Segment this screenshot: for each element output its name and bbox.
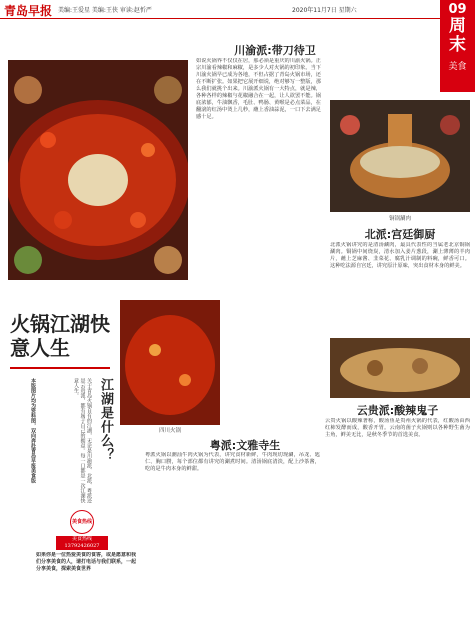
feature-vertical-title: 江湖是什么？ [98, 378, 113, 462]
section-title-north: 北派:宫廷御厨 [364, 228, 436, 241]
feature-rule [10, 367, 110, 369]
sichuan-hotpot-photo [120, 300, 220, 425]
newspaper-logo: 青岛早报 [4, 4, 53, 18]
hotline-stamp: 美食热线 [70, 510, 94, 534]
feature-footer: 如果你是一位热爱美食的食客，或是愿意和我们分享美食的人，请打电话与我们联系，一起分享美食，探索美食世界 [36, 552, 136, 572]
section-body-north: 北派火锅讲究的是清汤涮肉，最具代表性的当属老北京铜锅涮肉。铜锅中间烧炭，清水加入姜片葱段，涮上薄薄的羊肉片，蘸上芝麻酱、韭菜花、腐乳汁调制的料碗，鲜香可口。这种吃法源自宫廷，讲究原汁原味，突出食材本身的鲜美。 [330, 242, 470, 269]
feature-side-note: 本版图片均为资料图，双向奔赴青岛早报美食版 [30, 378, 36, 483]
section-title-canton: 粤派:文雅寺生 [209, 439, 281, 452]
feature-intro: 关于青岛火锅自有的江湖，无论是川渝派、北派、粤派还是云贵派，都有属于自己的拥趸。每一口都是一次江湖快意人生。 [73, 378, 92, 503]
section-body-canton: 粤派火锅以潮汕牛肉火锅为代表，讲究食材新鲜，牛肉现切现涮，吊龙、匙仁、胸口朥，每个部位都有讲究的涮煮时间。清汤锅底清淡，配上沙茶酱，吃的是牛肉本身的鲜甜。 [145, 452, 320, 472]
mushroom-pot-photo [330, 338, 470, 398]
page-number: 09 [448, 2, 467, 17]
tab-section: 美食 [448, 62, 467, 72]
editor-credits: 美编:王爱星 美编:王侠 审读:赵忻严 [58, 7, 152, 14]
hotpot-photo-main [8, 60, 188, 280]
tab-title-2: 末 [449, 35, 466, 55]
tab-title-1: 周 [449, 16, 466, 36]
section-tab [440, 0, 475, 92]
hotline-number: 美食热线 13792426027 [56, 536, 108, 550]
copper-pot-photo [330, 100, 470, 212]
section-body-yungui: 云贵火锅以酸辣著称，酸汤鱼是贵州火锅的代表，红酸汤由西红柿发酵而成，酸香开胃。云南的菌子火锅则以各种野生菌为主角，鲜美无比，是秋冬季节的首选美食。 [325, 418, 470, 438]
caption-copper-pot: 铜锅涮肉 [388, 216, 411, 222]
issue-date: 2020年11月7日 星期六 [292, 7, 357, 14]
section-body-sichuan: 如说火锅界不仅仅在居，那必须是重庆的川渝火锅。正宗川渝看辣椒和麻椒，是多少人对火锅的初印象。当下川渝火锅早已成为各地，不但占据了青岛火锅市场，还在不断扩张。如果把它展开细说，绝对够写一整版，那么我们就挑个出来。川渝派火锅有一大特点，就是辣，各种各样的辣椒与花椒融合在一起，让人欲罢不能。锅底浓郁，牛油飘香，毛肚、鸭肠、黄喉是必点菜品，在翻滚的红汤中烫上几秒，蘸上香油蒜泥，一口下去满足感十足。 [196, 58, 321, 120]
feature-title: 火锅江湖快意人生 [10, 312, 110, 360]
caption-sichuan-pot: 四川火锅 [158, 428, 181, 434]
section-title-sichuan: 川渝派:带刀待卫 [234, 44, 316, 57]
section-title-yungui: 云贵派:酸辣鬼子 [356, 404, 439, 417]
